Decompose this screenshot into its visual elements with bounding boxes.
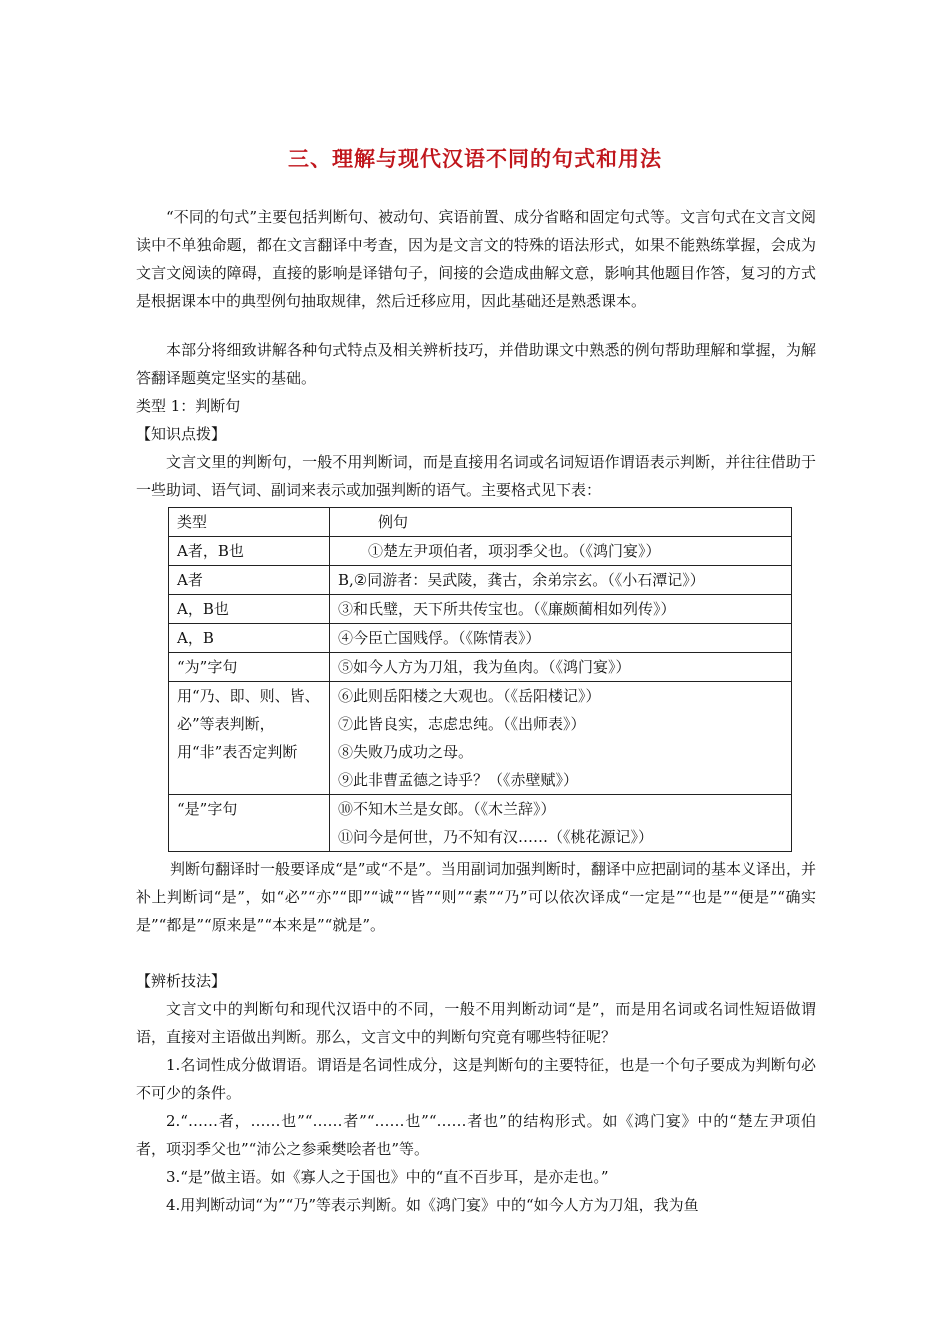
table-example-line: ⑨此非曹孟德之诗乎？（《赤壁赋》） xyxy=(338,771,579,789)
table-example-line: ⑧失败乃成功之母。 xyxy=(338,743,474,761)
analysis-item-4: 4.用判断动词“为”“乃”等表示判断。如《鸿门宴》中的“如今人方为刀俎，我为鱼 xyxy=(166,1196,699,1214)
table-cell-type: “是”字句 xyxy=(169,795,330,852)
page-title: 三、理解与现代汉语不同的句式和用法 xyxy=(288,147,662,171)
table-cell-examples xyxy=(330,795,792,852)
table-example-line: ⑦此皆良实，志虑忠纯。（《出师表》） xyxy=(338,715,586,733)
table-cell-example: B,②同游者：吴武陵，龚古，余弟宗玄。（《小石潭记》） xyxy=(330,566,792,595)
table-row xyxy=(169,595,792,624)
table-cell-type: A者 xyxy=(169,566,330,595)
table-example-line: ⑩不知木兰是女郎。（《木兰辞》） xyxy=(338,800,556,818)
analysis-item-3: 3.“是”做主语。如《寡人之于国也》中的“直不百步耳，是亦走也。” xyxy=(166,1168,609,1186)
table-cell-example: ③和氏璧，天下所共传宝也。（《廉颇蔺相如列传》） xyxy=(330,595,792,624)
table-cell-example: ①楚左尹项伯者，项羽季父也。（《鸿门宴》） xyxy=(330,537,792,566)
knowledge-heading: 【知识点拨】 xyxy=(136,425,227,443)
after-table-paragraph: 判断句翻译时一般要译成“是”或“不是”。当用副词加强判断时，翻译中应把副词的基本义译出，并补上判断词“是”，如“必”“亦”“即”“诚”“皆”“则”“素”“乃”可以依次译成“一定是”“也是”“便是”“确实是”“都是”“原来是”“本来是”“就是”。 xyxy=(136,860,816,934)
table-row xyxy=(169,795,792,852)
table-row xyxy=(169,624,792,653)
type1-heading: 类型 1：判断句 xyxy=(136,397,241,415)
analysis-item-2: 2.“……者，……也”“……者”“……也”“……者也”的结构形式。如《鸿门宴》中的“楚左尹项伯者，项羽季父也”“沛公之参乘樊哙者也”等。 xyxy=(136,1112,816,1158)
analysis-heading: 【辨析技法】 xyxy=(136,972,227,990)
table-cell-type: 用“乃、即、则、皆、必”等表判断，用“非”表否定判断 xyxy=(169,682,330,795)
analysis-paragraph-1: 文言文中的判断句和现代汉语中的不同，一般不用判断动词“是”，而是用名词或名词性短语做谓语，直接对主语做出判断。那么，文言文中的判断句究竟有哪些特征呢？ xyxy=(136,1000,816,1046)
intro-paragraph-1: “不同的句式”主要包括判断句、被动句、宾语前置、成分省略和固定句式等。文言句式在文言文阅读中不单独命题，都在文言翻译中考查，因为是文言文的特殊的语法形式，如果不能熟练掌握，会成为文言文阅读的障碍，直接的影响是译错句子，间接的会造成曲解文意，影响其他题目作答，复习的方式是根据课本中的典型例句抽取规律，然后迁移应用，因此基础还是熟悉课本。 xyxy=(136,208,816,310)
table-cell-type: A者，B也 xyxy=(169,537,330,566)
table-row xyxy=(169,566,792,595)
knowledge-paragraph: 文言文里的判断句，一般不用判断词，而是直接用名词或名词短语作谓语表示判断，并往往借助于一些助词、语气词、副词来表示或加强判断的语气。主要格式见下表： xyxy=(136,453,816,499)
table-cell-type: A，B也 xyxy=(169,595,330,624)
table-cell-examples xyxy=(330,682,792,795)
table-cell-example: ⑤如今人方为刀俎，我为鱼肉。（《鸿门宴》） xyxy=(330,653,792,682)
judgment-sentence-table xyxy=(168,507,792,852)
table-header-example: 例句 xyxy=(330,508,792,537)
table-example-line: ⑪问今是何世，乃不知有汉……（《桃花源记》） xyxy=(338,828,654,846)
analysis-item-1: 1.名词性成分做谓语。谓语是名词性成分，这是判断句的主要特征，也是一个句子要成为判断句必不可少的条件。 xyxy=(136,1056,816,1102)
table-header-type: 类型 xyxy=(169,508,330,537)
table-cell-example: ④今臣亡国贱俘。（《陈情表》） xyxy=(330,624,792,653)
table-example-line: ⑥此则岳阳楼之大观也。（《岳阳楼记》） xyxy=(338,687,601,705)
table-header-row xyxy=(169,508,792,537)
table-row xyxy=(169,653,792,682)
table-cell-type: A，B xyxy=(169,624,330,653)
table-cell-type: “为”字句 xyxy=(169,653,330,682)
table-row xyxy=(169,682,792,795)
table-row xyxy=(169,537,792,566)
intro-paragraph-2: 本部分将细致讲解各种句式特点及相关辨析技巧，并借助课文中熟悉的例句帮助理解和掌握，为解答翻译题奠定坚实的基础。 xyxy=(136,341,816,387)
